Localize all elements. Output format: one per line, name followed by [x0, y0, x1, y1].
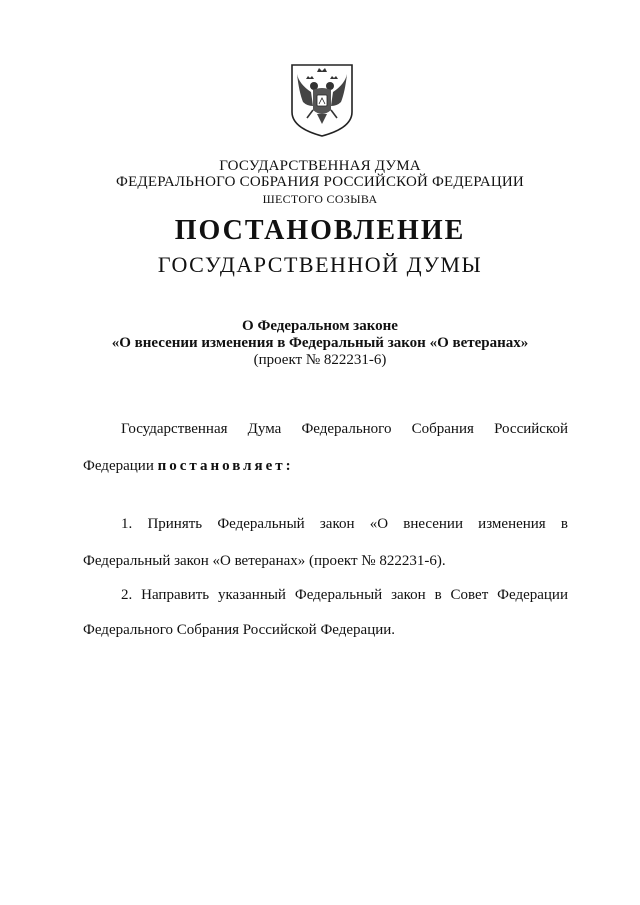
item-1-line-1: 1. Принять Федеральный закон «О внесении изменения в — [121, 516, 568, 532]
document-subtitle: ГОСУДАРСТВЕННОЙ ДУМЫ — [157, 252, 483, 277]
subject-draft-number: (проект № 822231-6) — [253, 352, 387, 368]
resolves-verb: постановляет: — [157, 458, 294, 474]
preamble-line-2 — [83, 458, 568, 475]
header-line-duma: ГОСУДАРСТВЕННАЯ ДУМА — [219, 158, 421, 174]
item-1-line-2: Федеральный закон «О ветеранах» (проект № 822231-6). — [83, 553, 446, 569]
preamble-prefix: Федерации — [83, 458, 158, 474]
item-2-line-2: Федерального Собрания Российской Федерации. — [83, 622, 396, 638]
header-line-convocation: ШЕСТОГО СОЗЫВА — [262, 192, 378, 206]
document-title: ПОСТАНОВЛЕНИЕ — [174, 215, 466, 246]
preamble-line-1: Государственная Дума Федерального Собрания Российской — [121, 421, 568, 437]
header-line-federal-assembly: ФЕДЕРАЛЬНОГО СОБРАНИЯ РОССИЙСКОЙ ФЕДЕРАЦИИ — [116, 174, 524, 190]
subject-line-1: О Федеральном законе — [242, 318, 398, 334]
russian-coat-of-arms-icon — [289, 62, 355, 138]
item-2-line-1: 2. Направить указанный Федеральный закон в Совет Федерации — [121, 587, 568, 603]
subject-line-2: «О внесении изменения в Федеральный закон «О ветеранах» — [111, 335, 529, 351]
